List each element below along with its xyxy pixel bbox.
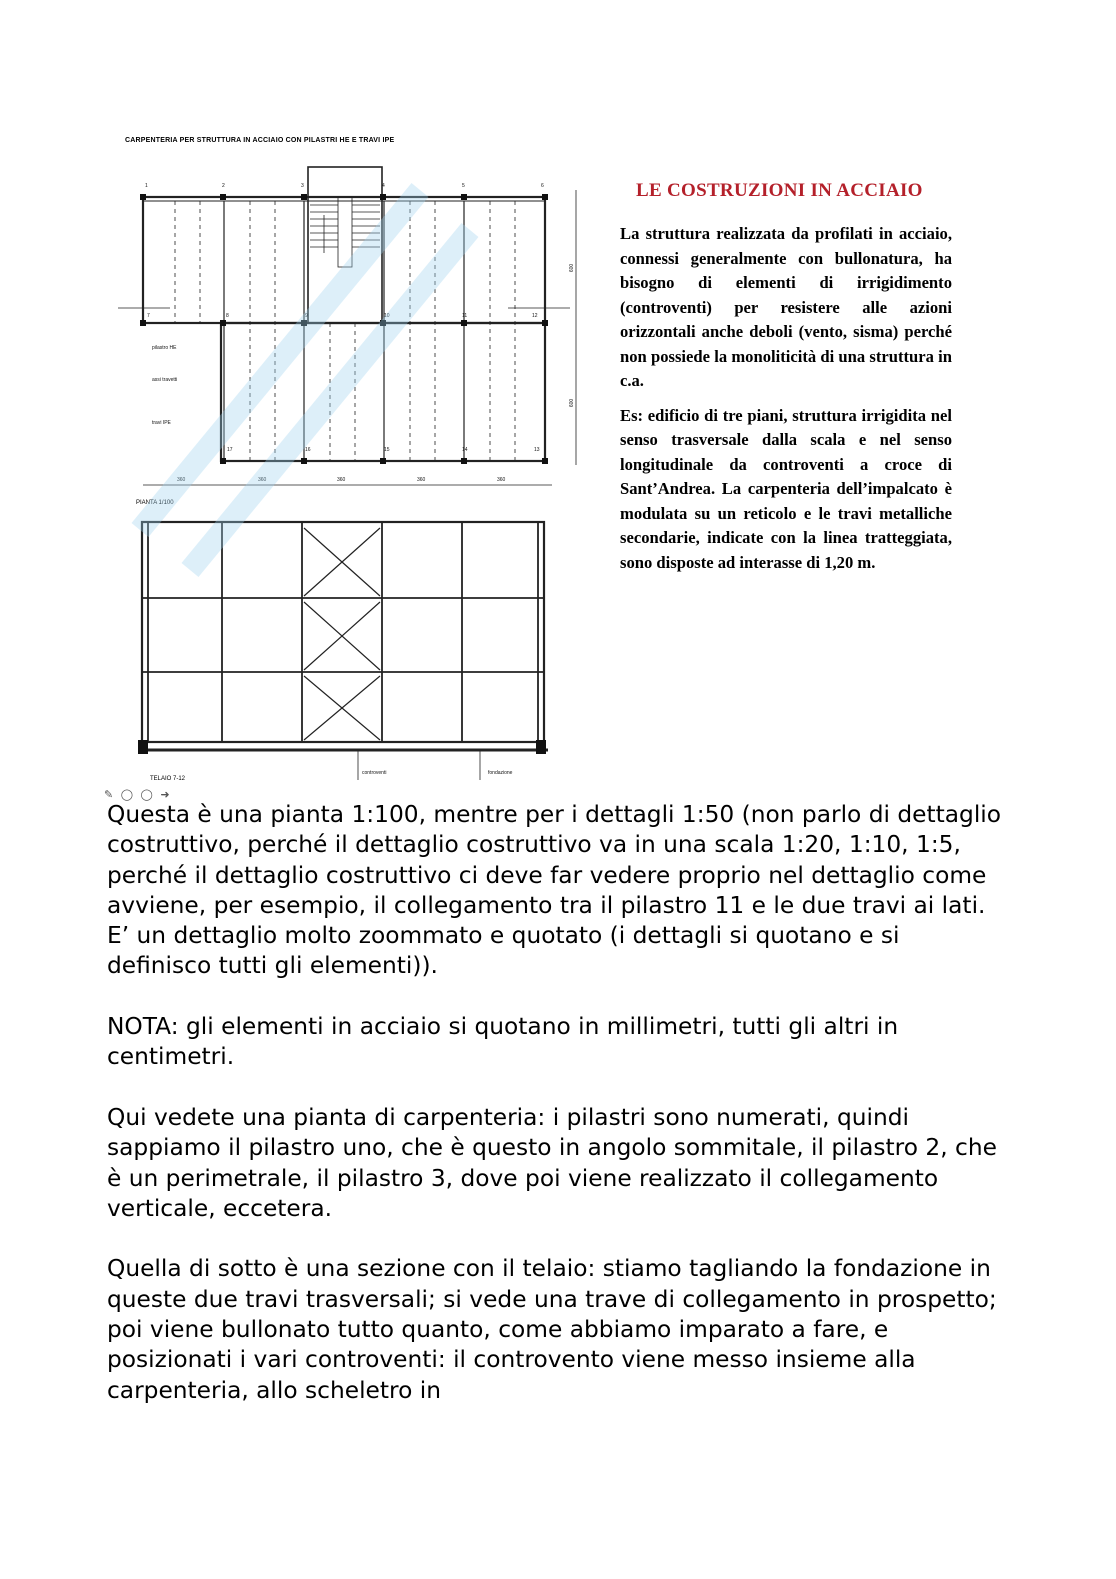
stair-core bbox=[308, 167, 382, 323]
bay-dimension: 360 bbox=[258, 477, 267, 483]
side-dimension: 600 bbox=[569, 263, 576, 273]
column-number: 15 bbox=[384, 447, 390, 453]
column-number: 1 bbox=[145, 183, 148, 189]
column-number: 9 bbox=[305, 313, 308, 319]
bay-dimension: 360 bbox=[417, 477, 426, 483]
comment-icon[interactable]: ◯ bbox=[120, 788, 136, 801]
column-number: 5 bbox=[462, 183, 465, 189]
column-number: 16 bbox=[305, 447, 311, 453]
sidebar-paragraph: La struttura realizzata da profilati in acciaio, connessi generalmente con bullonatura, ha bisogno di elementi di irrigidimento (controventi) per resistere alle azioni orizzontali anche deboli (vento, sisma) perché non possiede la monoliticità di una struttura in c.a. bbox=[620, 224, 952, 390]
more-icon[interactable]: ◯ bbox=[140, 788, 155, 801]
pen-icon[interactable]: ✎ bbox=[104, 788, 116, 801]
legend-foundation: fondazione bbox=[488, 770, 513, 776]
column-number: 3 bbox=[301, 183, 304, 189]
column-number: 7 bbox=[147, 313, 150, 319]
plan-upper-outline bbox=[143, 197, 545, 323]
column-number: 2 bbox=[222, 183, 225, 189]
column-number: 12 bbox=[532, 313, 538, 319]
plan-lower-outline bbox=[221, 323, 545, 461]
drawing-title: CARPENTERIA PER STRUTTURA IN ACCIAIO CON PILASTRI HE E TRAVI IPE bbox=[125, 137, 395, 144]
plan-label: PIANTA 1/100 bbox=[136, 500, 174, 506]
column-number: 14 bbox=[462, 447, 468, 453]
legend-beams: assi travetti bbox=[152, 377, 178, 383]
body-paragraph: Qui vedete una pianta di carpenteria: i pilastri sono numerati, quindi sappiamo il pilastro uno, che è questo in angolo sommitale, il pilastro 2, che è un perimetrale, il pilastro 3, dove poi viene realizzato il collegamento verticale, eccetera. bbox=[107, 1103, 997, 1222]
body-text bbox=[107, 800, 1007, 1436]
column-number: 11 bbox=[462, 313, 468, 319]
legend-ipe: travi IPE bbox=[152, 420, 171, 426]
bay-dimension: 360 bbox=[497, 477, 506, 483]
legend-bracing: controventi bbox=[362, 770, 387, 776]
column-number: 8 bbox=[226, 313, 229, 319]
bay-dimension: 360 bbox=[337, 477, 346, 483]
body-paragraph: NOTA: gli elementi in acciaio si quotano in millimetri, tutti gli altri in centimetri. bbox=[107, 1013, 899, 1071]
column-number: 13 bbox=[534, 447, 540, 453]
frame-label: TELAIO 7-12 bbox=[150, 776, 186, 782]
cross-bracing bbox=[304, 528, 380, 740]
arrow-icon[interactable]: ➜ bbox=[160, 788, 172, 801]
body-paragraph: Questa è una pianta 1:100, mentre per i dettagli 1:50 (non parlo di dettaglio costruttivo, perché il dettaglio costruttivo va in una scala 1:20, 1:10, 1:5, perché il dettaglio costruttivo ci deve far vedere proprio nel dettaglio come avviene, per esempio, il collegamento tra il pilastro 11 e le due travi ai lati. E’ un dettaglio molto zoommato e quotato (i dettagli si quotano e si definisco tutti gli elementi)). bbox=[107, 801, 1002, 980]
sidebar-textbox bbox=[620, 180, 952, 585]
footing-right bbox=[536, 740, 546, 754]
column-number: 10 bbox=[384, 313, 390, 319]
column-number: 6 bbox=[541, 183, 544, 189]
floor-plan-drawing bbox=[100, 120, 600, 810]
structural-figure bbox=[100, 120, 1000, 810]
column-number: 4 bbox=[382, 183, 385, 189]
sidebar-paragraph: Es: edificio di tre piani, struttura irrigidita nel senso trasversale dalla scala e nel senso longitudinale da controventi a croce di Sant’Andrea. La carpenteria dell’impalcato è modulata su un reticolo e le travi metalliche secondarie, indicate con la linea tratteggiata, sono disposte ad interasse di 1,20 m. bbox=[620, 405, 952, 572]
sidebar-heading: LE COSTRUZIONI IN ACCIAIO bbox=[636, 180, 923, 201]
side-dimension: 600 bbox=[569, 398, 576, 408]
footing-left bbox=[138, 740, 148, 754]
legend-column: pilastro HE bbox=[152, 345, 177, 351]
column-number: 17 bbox=[227, 447, 233, 453]
body-paragraph: Quella di sotto è una sezione con il telaio: stiamo tagliando la fondazione in queste due travi trasversali; si vede una trave di collegamento in prospetto; poi viene bullonato tutto quanto, come abbiamo imparato a fare, e posizionati i vari controventi: il controvento viene messo insieme alla carpenteria, allo scheletro in bbox=[107, 1255, 997, 1404]
bay-dimension: 360 bbox=[177, 477, 186, 483]
